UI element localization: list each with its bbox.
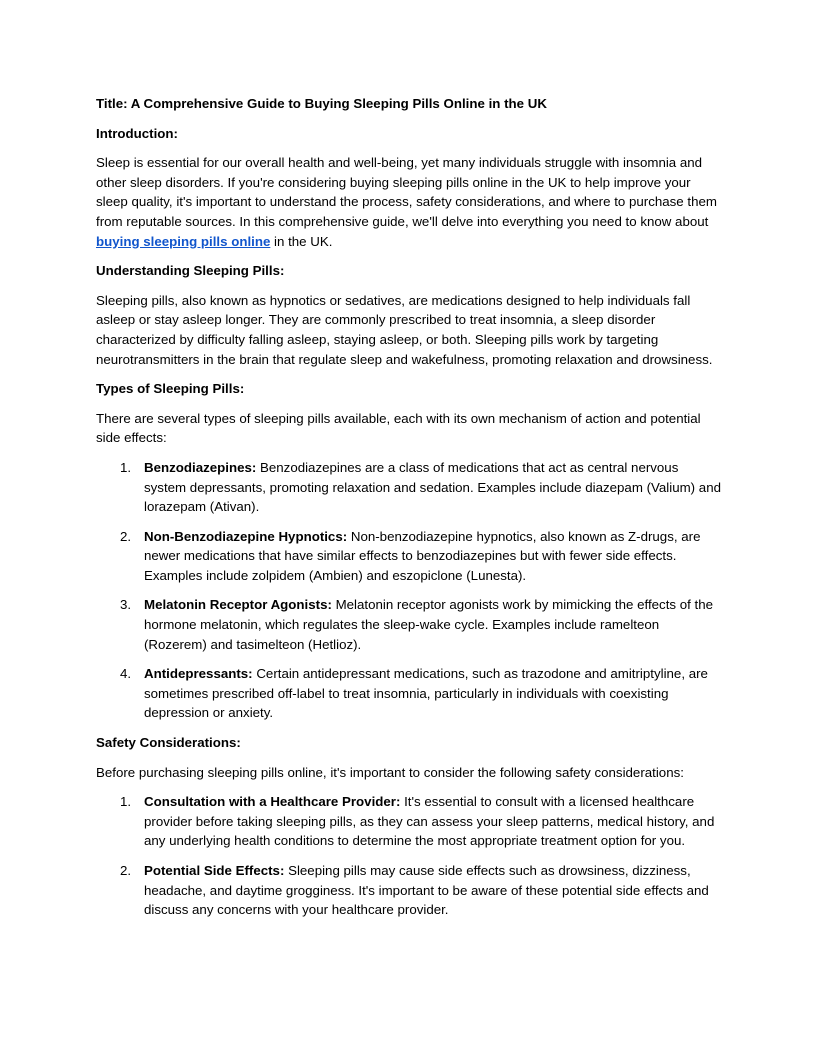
list-number: 1.	[120, 794, 132, 810]
list-text: Certain antidepressant medications, such as trazodone and amitriptyline, are sometimes prescribed off-label to treat insomnia, particularly in individuals with coexisting depression or anxiety.	[144, 666, 708, 721]
types-intro: There are several types of sleeping pills available, each with its own mechanism of action and potential side effects:	[96, 410, 701, 446]
safety-list	[96, 792, 722, 920]
list-number: 2.	[120, 863, 132, 878]
types-heading: Types of Sleeping Pills:	[96, 381, 245, 397]
list-text: It's essential to consult with a licensed healthcare provider before taking sleeping pills, as they can assess your sleep patterns, medical history, and any underlying health conditions to determine the most appropriate treatment option for you.	[144, 794, 715, 849]
list-text: Non-benzodiazepine hypnotics, also known as Z-drugs, are newer medications that have similar effects to benzodiazepines but with fewer side effects. Examples include zolpidem (Ambien) and eszopiclone (Lunesta).	[144, 528, 701, 583]
document-page	[96, 94, 722, 930]
safety-intro: Before purchasing sleeping pills online, it's important to consider the following safety considerations:	[96, 764, 684, 780]
list-term: Benzodiazepines:	[144, 459, 257, 475]
list-item	[96, 664, 722, 723]
list-term: Non-Benzodiazepine Hypnotics:	[144, 528, 348, 544]
list-item	[96, 527, 722, 586]
list-number: 1.	[120, 459, 132, 475]
understanding-heading: Understanding Sleeping Pills:	[96, 263, 285, 279]
intro-paragraph	[96, 153, 722, 251]
types-list	[96, 458, 722, 723]
intro-text-after-link: in the UK.	[270, 233, 333, 249]
list-item	[96, 792, 722, 851]
intro-heading: Introduction:	[96, 125, 178, 141]
list-term: Consultation with a Healthcare Provider:	[144, 794, 401, 810]
list-item	[96, 861, 722, 920]
list-number: 4.	[120, 666, 132, 682]
list-item	[96, 458, 722, 517]
list-term: Melatonin Receptor Agonists:	[144, 597, 332, 613]
list-item	[96, 595, 722, 654]
list-number: 2.	[120, 528, 132, 544]
list-text: Benzodiazepines are a class of medications that act as central nervous system depressants, promoting relaxation and sedation. Examples include diazepam (Valium) and lorazepam (Ativan).	[144, 459, 721, 515]
understanding-paragraph: Sleeping pills, also known as hypnotics or sedatives, are medications designed to help individuals fall asleep or stay asleep longer. They are commonly prescribed to treat insomnia, a sleep disorder characterized by difficulty falling asleep, staying asleep, or both. Sleeping pills work by targeting neurotransmitters in the brain that regulate sleep and wakefulness, promoting relaxation and drowsiness.	[96, 292, 713, 367]
intro-text-before-link: Sleep is essential for our overall health and well-being, yet many individuals struggle with insomnia and other sleep disorders. If you're considering buying sleeping pills online in the UK to help improve your sleep quality, it's important to understand the process, safety considerations, and where to purchase them from reputable sources. In this comprehensive guide, we'll delve into everything you need to know about	[96, 155, 717, 229]
list-text: Sleeping pills may cause side effects such as drowsiness, dizziness, headache, and daytime grogginess. It's important to be aware of these potential side effects and discuss any concerns with your healthcare provider.	[144, 863, 709, 918]
list-term: Antidepressants:	[144, 666, 253, 682]
safety-heading: Safety Considerations:	[96, 735, 241, 751]
document-title: Title: A Comprehensive Guide to Buying Sleeping Pills Online in the UK	[96, 96, 547, 111]
list-term: Potential Side Effects:	[144, 863, 285, 878]
list-number: 3.	[120, 597, 132, 613]
buying-sleeping-pills-link[interactable]: buying sleeping pills online	[96, 233, 271, 249]
list-text: Melatonin receptor agonists work by mimicking the effects of the hormone melatonin, which regulates the sleep-wake cycle. Examples include ramelteon (Rozerem) and tasimelteon (Hetlioz).	[144, 597, 714, 652]
